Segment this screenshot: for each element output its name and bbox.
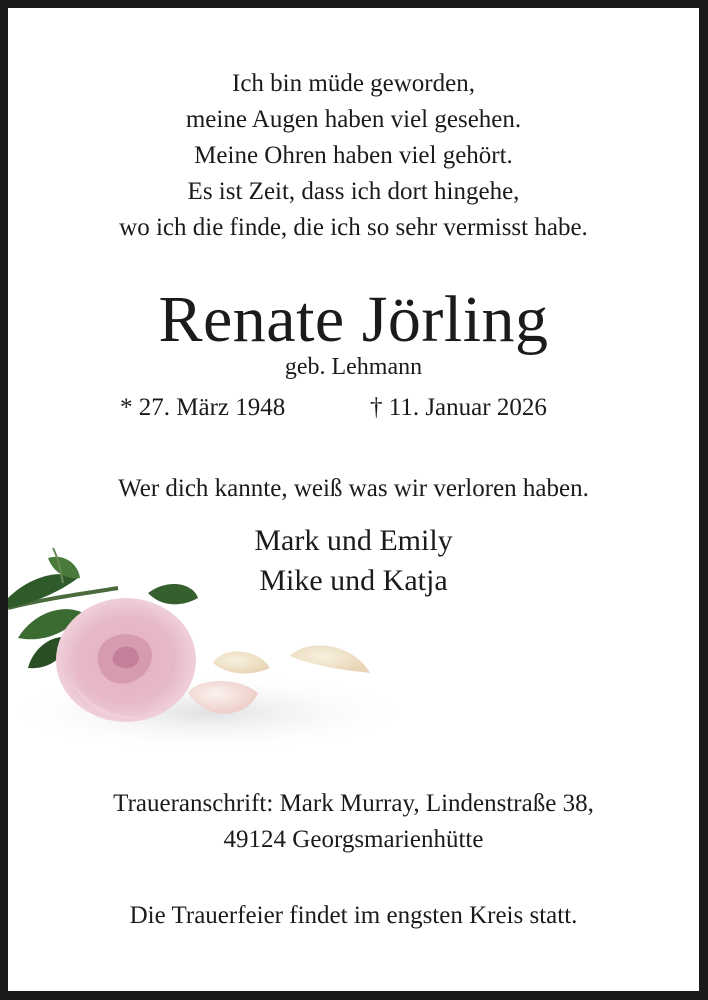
memorial-saying: Wer dich kannte, weiß was wir verloren haben. [118, 475, 589, 502]
poem-line: Ich bin müde geworden, [232, 70, 475, 97]
deceased-name: Renate Jörling [158, 283, 549, 356]
poem-line: Es ist Zeit, dass ich dort hingehe, [187, 178, 520, 205]
mourning-address [8, 786, 699, 858]
address-line: Traueranschrift: Mark Murray, Lindenstraße 38, [113, 790, 594, 817]
poem-line: wo ich die finde, die ich so sehr vermisst habe. [119, 214, 588, 241]
mourner-name: Mark und Emily [254, 524, 453, 557]
poem-line: Meine Ohren haben viel gehört. [194, 142, 513, 169]
poem-line: meine Augen haben viel gesehen. [185, 106, 522, 133]
obituary-card [8, 8, 699, 991]
birth-date: * 27. März 1948 [120, 394, 286, 421]
poem [8, 66, 699, 246]
address-line: 49124 Georgsmarienhütte [223, 826, 484, 853]
funeral-note: Die Trauerfeier findet im engsten Kreis statt. [129, 902, 578, 929]
maiden-name: geb. Lehmann [284, 354, 423, 380]
mourner-name: Mike und Katja [259, 564, 448, 597]
death-date: † 11. Januar 2026 [370, 394, 547, 421]
mourners [8, 521, 699, 601]
